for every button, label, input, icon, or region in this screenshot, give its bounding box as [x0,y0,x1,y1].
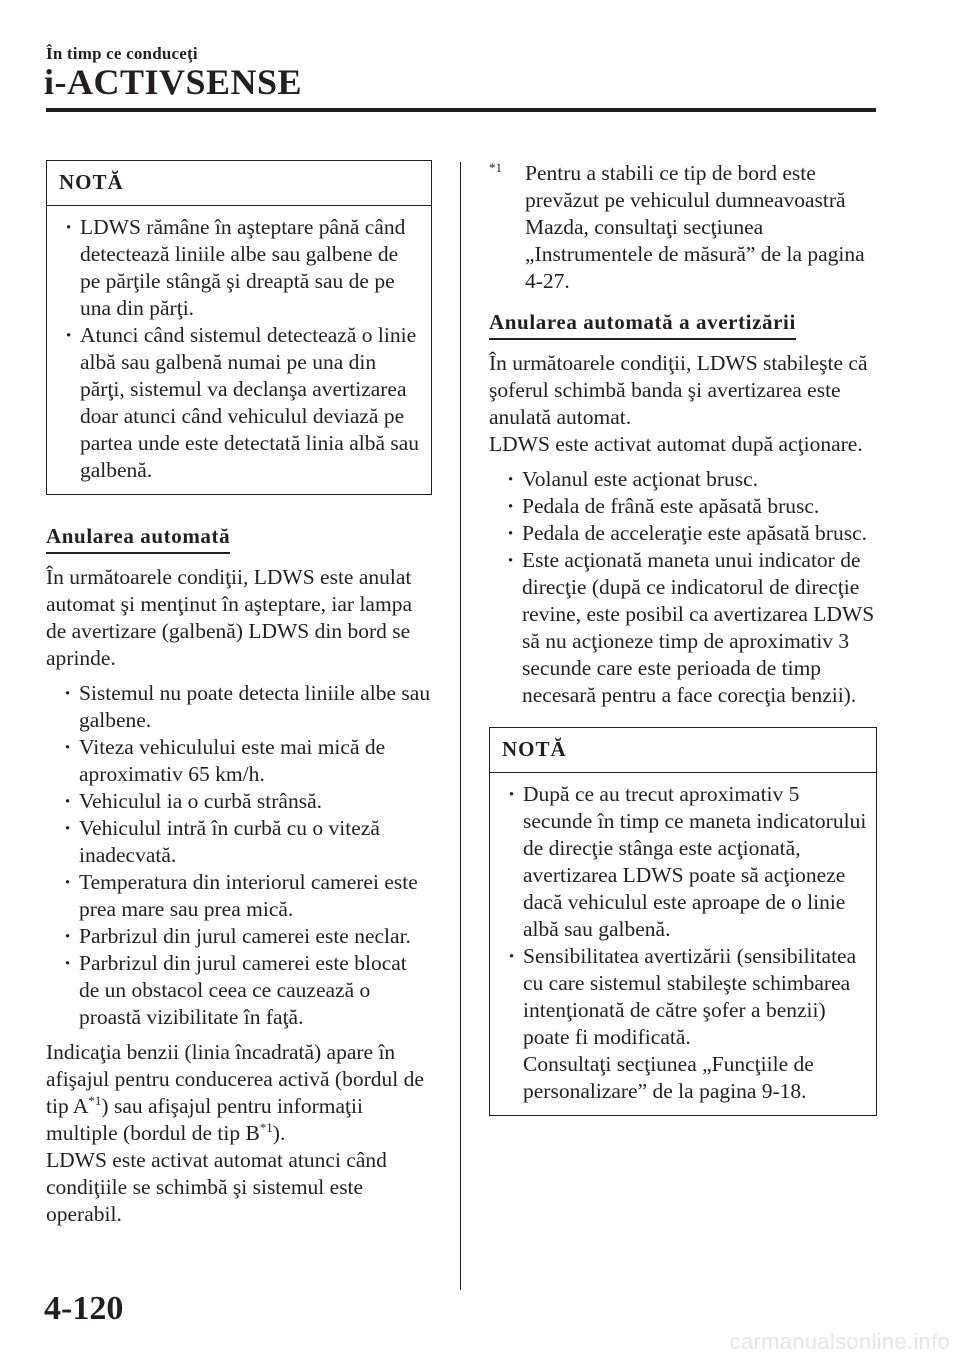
note-body [490,773,876,1115]
list-item: · Vehiculul intră în curbă cu o viteză inadecvată. [46,815,432,869]
paragraph: LDWS este activat automat atunci când condiţiile se schimbă şi sistemul este operabil. [46,1148,387,1226]
footnote [489,160,877,295]
list-item: · LDWS rămâne în aşteptare până când detectează liniile albe sau galbene de pe părţile stângă şi dreaptă sau de pe una din părţi. [47,214,423,322]
text-run: ). [272,1121,286,1145]
note-box [46,160,432,495]
list-item [490,943,868,1105]
note-list [490,781,868,1105]
note-body [47,206,431,494]
list-item: · Vehiculul ia o curbă strânsă. [46,788,432,815]
header-rule [46,108,876,112]
note-box [489,727,877,1116]
list-item: · Pedala de frână este apăsată brusc. [489,493,877,520]
section-heading: Anularea automată [46,523,230,554]
column-divider [460,162,461,1290]
list-item: · Parbrizul din jurul camerei este blocat de un obstacol ceea ce cauzează o proastă vizibilitate în faţă. [46,950,432,1031]
list-item: · Sistemul nu poate detecta liniile albe sau galbene. [46,680,432,734]
list-item: · Este acţionată maneta unui indicator de direcţie (după ce indicatorul de direcţie revine, este posibil ca avertizarea LDWS să nu acţioneze timp de aproximativ 3 secunde care este perioada de timp necesară pentru a face corecţia benzii). [489,547,877,709]
footnote-ref: *1 [259,1119,273,1135]
paragraph: LDWS este activat automat după acţionare. [489,432,863,456]
note-title: NOTĂ [490,728,876,773]
condition-list [46,680,432,1031]
text-run: Indicaţia benzii (linia încadrată) apare în afişajul pentru conducerea activă (bordul de tip A [46,1040,424,1118]
list-item: · Volanul este acţionat brusc. [489,466,877,493]
list-item: · Atunci când sistemul detectează o linie albă sau galbenă numai pe una din părţi, sistemul va declanşa avertizarea doar atunci când vehiculul deviază pe partea unde este detectată linia albă sau galbenă. [47,322,423,484]
watermark: carmanualsonline.info [729,1329,950,1354]
paragraph: În următoarele condiţii, LDWS stabileşte că şoferul schimbă banda şi avertizarea este anulată automat. [489,351,868,429]
paragraph: În următoarele condiţii, LDWS este anulat automat şi menţinut în aşteptare, iar lampa de avertizare (galbenă) LDWS din bord se aprinde. [46,565,412,670]
note-title: NOTĂ [47,161,431,206]
page-title: i-ACTIVSENSE [44,62,303,102]
list-item: · După ce au trecut aproximativ 5 secunde în timp ce maneta indicatorului de direcţie stânga este acţionată, avertizarea LDWS poate să acţioneze dacă vehiculul este aproape de o linie albă sau galbenă. [490,781,868,943]
list-item: · Temperatura din interiorul camerei este prea mare sau prea mică. [46,869,432,923]
section-heading: Anularea automată a avertizării [489,309,796,340]
text-run: ) sau afişajul pentru informaţii multiple (bordul de tip B [46,1094,363,1145]
text-run: Sensibilitatea avertizării (sensibilitatea cu care sistemul stabileşte schimbarea intenţionată de către şofer a benzii) poate fi modificată. [523,944,857,1049]
section-label: În timp ce conduceţi [46,44,198,63]
note-list [47,214,423,484]
paragraph [46,1039,432,1147]
list-item: · Viteza vehiculului este mai mică de aproximativ 65 km/h. [46,734,432,788]
page-number: 4-120 [44,1290,124,1327]
footnote-mark: *1 [489,159,502,175]
list-item: · Pedala de acceleraţie este apăsată brusc. [489,520,877,547]
list-item: · Parbrizul din jurul camerei este neclar. [46,923,432,950]
footnote-text: Pentru a stabili ce tip de bord este prevăzut pe vehiculul dumneavoastră Mazda, consultaţi secţiunea „Instrumentele de măsură” de la pagina 4-27. [525,161,865,293]
left-column [46,160,432,1236]
footnote-ref: *1 [88,1092,102,1108]
right-column [489,160,877,1116]
text-run: Consultaţi secţiunea „Funcţiile de personalizare” de la pagina 9-18. [523,1052,814,1103]
condition-list [489,466,877,709]
